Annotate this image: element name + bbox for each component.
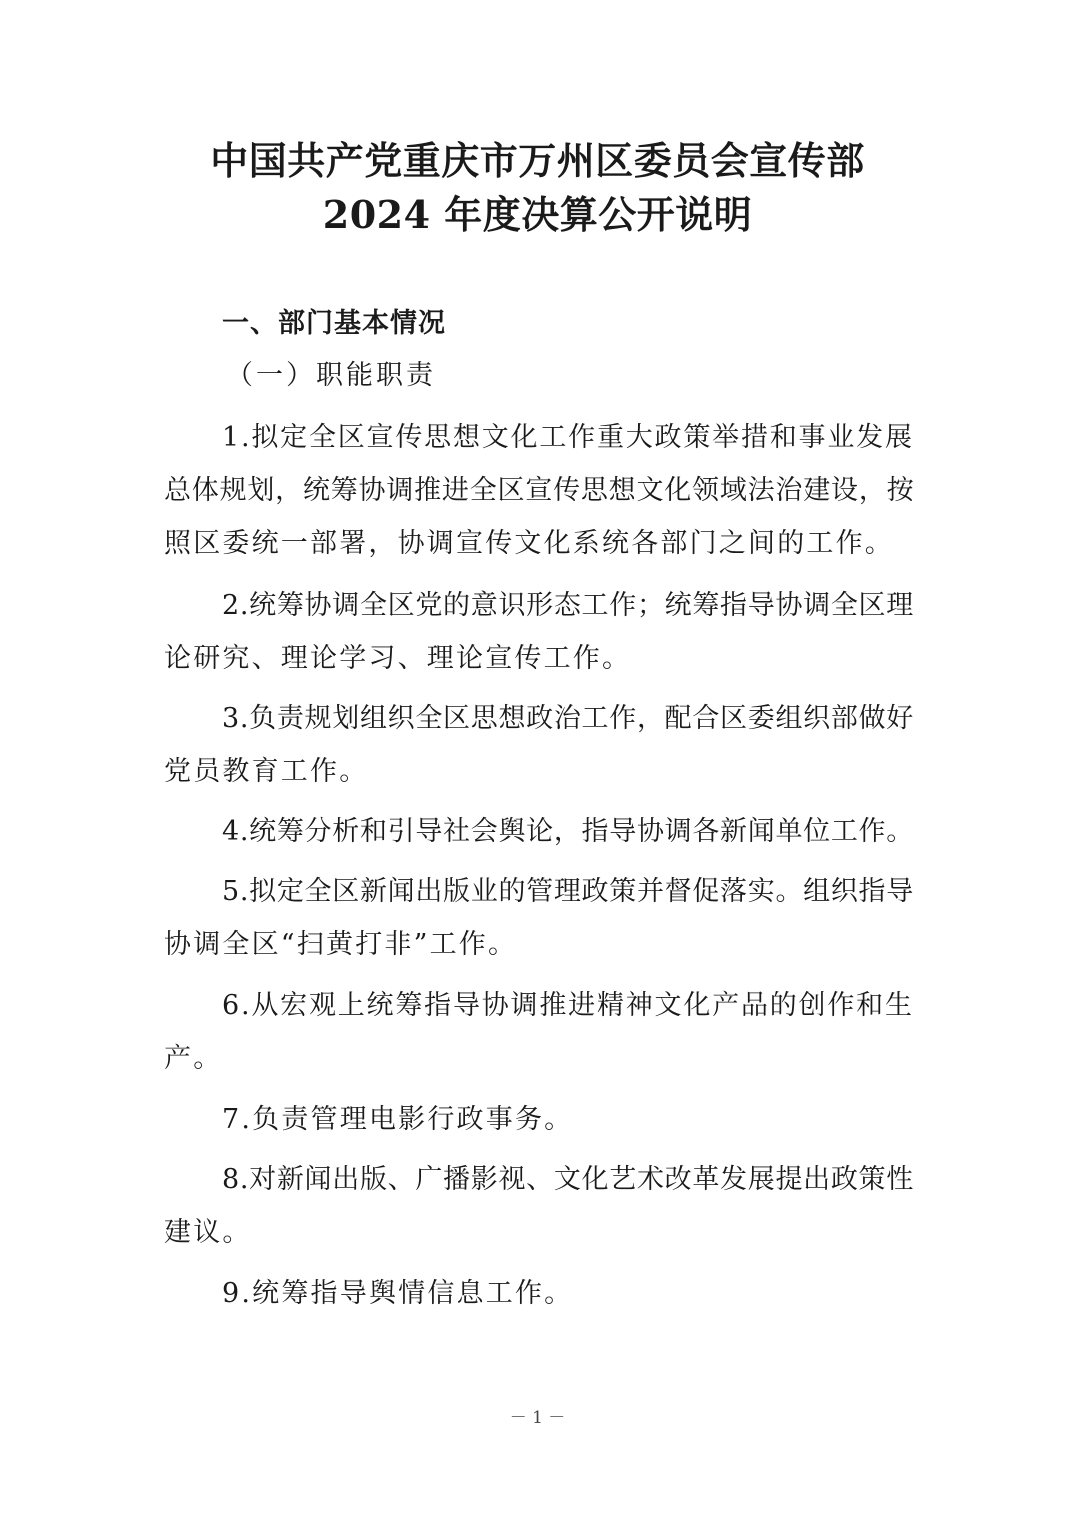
- subsection-heading: （一）职能职责: [226, 360, 436, 391]
- item-4-line-1: 4.统筹分析和引导社会舆论，指导协调各新闻单位工作。: [222, 816, 914, 847]
- item-9-line-1: 9.统筹指导舆情信息工作。: [222, 1278, 574, 1309]
- item-5-line-1: 5.拟定全区新闻出版业的管理政策并督促落实。组织指导: [222, 876, 914, 907]
- item-5-line-2: 协调全区“扫黄打非”工作。: [164, 929, 518, 960]
- item-1-line-2: 总体规划，统筹协调推进全区宣传思想文化领域法治建设，按: [164, 475, 915, 506]
- item-1-line-3: 照区委统一部署，协调宣传文化系统各部门之间的工作。: [164, 528, 894, 559]
- item-6-line-2: 产。: [164, 1043, 223, 1074]
- item-3-line-2: 党员教育工作。: [164, 756, 369, 787]
- item-7-line-1: 7.负责管理电影行政事务。: [222, 1104, 574, 1135]
- document-title-line-2: 2024 年度决算公开说明: [322, 192, 753, 237]
- section-heading: 一、部门基本情况: [222, 308, 446, 339]
- item-6-line-1: 6.从宏观上统筹指导协调推进精神文化产品的创作和生: [222, 990, 914, 1021]
- item-8-line-1: 8.对新闻出版、广播影视、文化艺术改革发展提出政策性: [222, 1164, 914, 1195]
- item-2-line-2: 论研究、理论学习、理论宣传工作。: [164, 643, 632, 674]
- page-number: － 1 －: [509, 1408, 566, 1428]
- item-2-line-1: 2.统筹协调全区党的意识形态工作；统筹指导协调全区理: [222, 590, 914, 621]
- item-1-line-1: 1.拟定全区宣传思想文化工作重大政策举措和事业发展: [222, 422, 914, 453]
- item-3-line-1: 3.负责规划组织全区思想政治工作，配合区委组织部做好: [222, 703, 914, 734]
- item-8-line-2: 建议。: [164, 1217, 252, 1248]
- document-title-line-1: 中国共产党重庆市万州区委员会宣传部: [210, 138, 865, 183]
